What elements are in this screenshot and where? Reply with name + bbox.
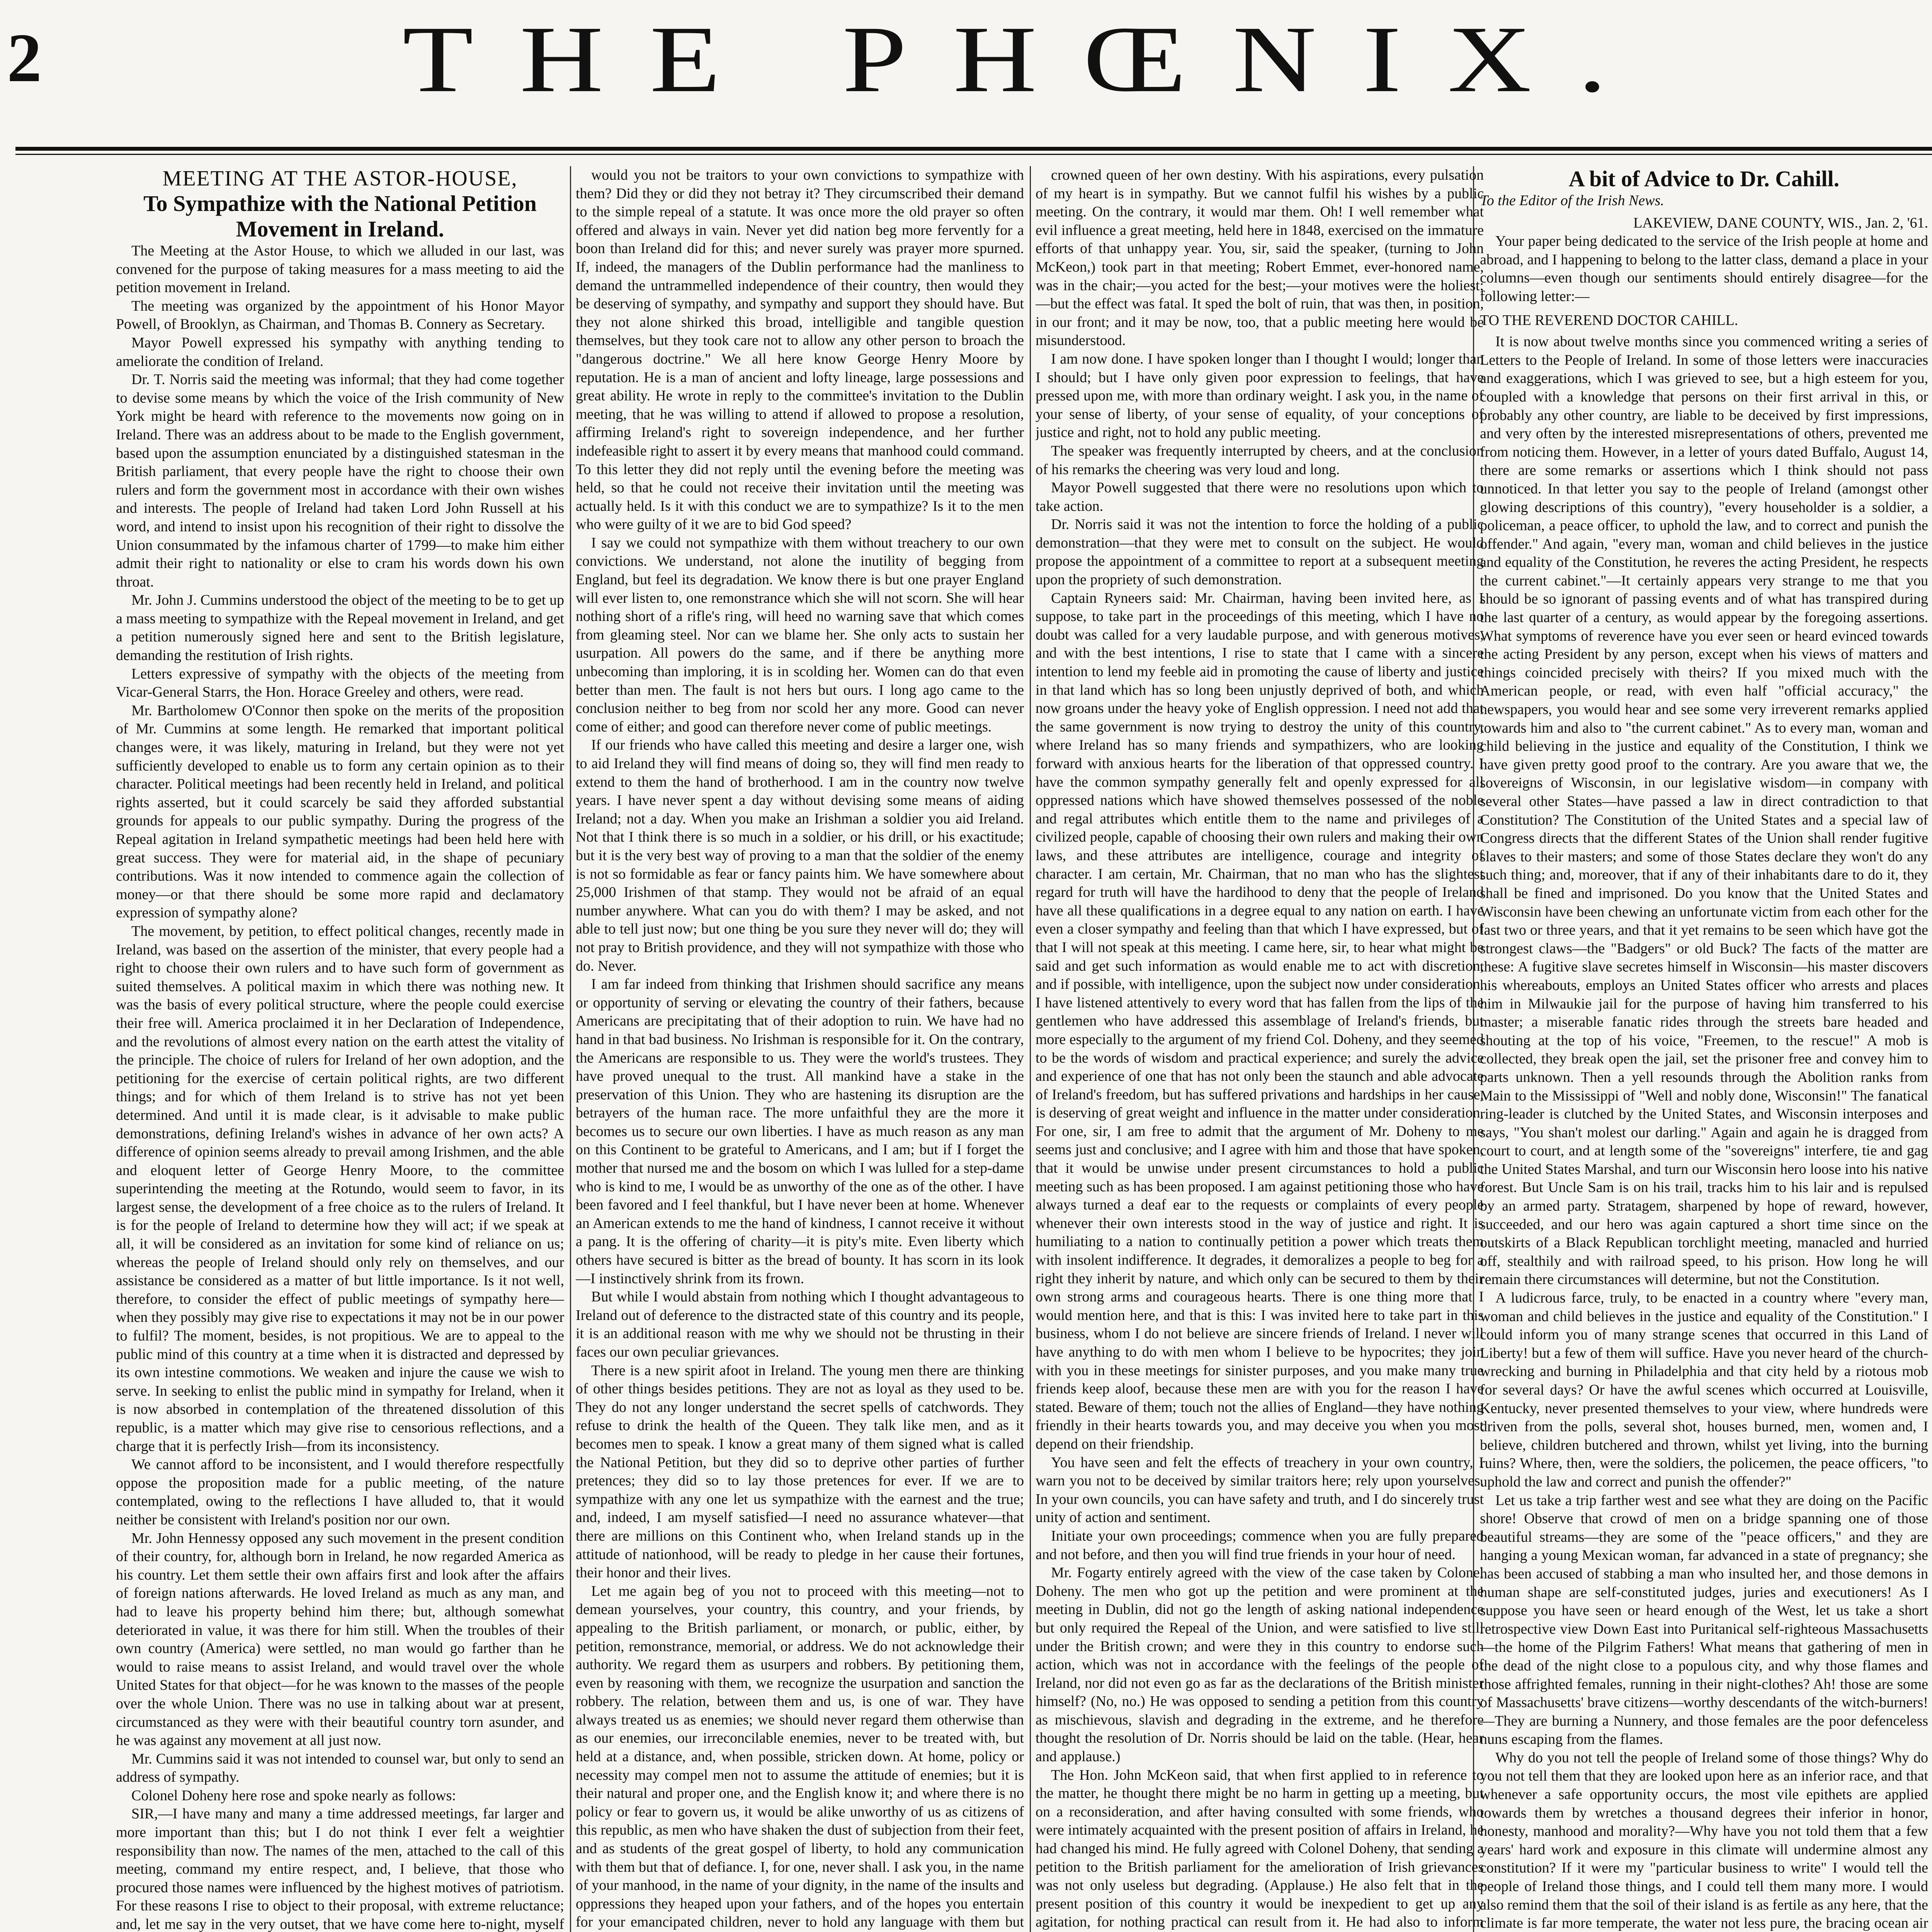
article-paragraph: The Hon. John McKeon said, that when first applied to in reference to the matter, he thought there might be no harm in getting up a meeting, but on a reconsideration, and after having consulted with some friends, who were intimately acquainted with the present position of affairs in Ireland, he had changed his mind. He fully agreed with Colonel Doheny, that sending a petition to the British parliament for the amelioration of Irish grievances was not only useless but degrading. (Applause.) He also felt that in the present position of this country it would be inexpedient to get up any agitation, for nothing practical can result from it. He had also to inform: [1036, 1767, 1484, 1930]
article-paragraph: Mr. Bartholomew O'Connor then spoke on the merits of the proposition of Mr. Cummins at some length. He remarked that important political changes were, it was likely, maturing in Ireland, but they were not yet sufficiently developed to enable us to form any certain opinion as to their character. Political meetings had been recently held in Ireland, and political rights asserted, but it could scarcely be said they afforded substantial grounds for appeals to our public sympathy. During the progress of the Repeal agitation in Ireland sympathetic meetings had been held here with great success. They were for material aid, in the shape of pecuniary contributions. Was it now intended to commence again the collection of money—or that there should be some more rapid and declamatory expression of sympathy alone?: [116, 702, 564, 921]
article-paragraph: You have seen and felt the effects of treachery in your own country, I warn you not to be deceived by similar traitors here; rely upon yourselves. In your own councils, you can have safety and truth, and I do sincerely trust unity of action and sentiment.: [1036, 1454, 1484, 1526]
article-paragraph: Dr. Norris said it was not the intention to force the holding of a public demonstration—that they were met to consult on the subject. He would propose the appointment of a committee to report at a subsequent meeting upon the propriety of such demonstration.: [1036, 516, 1484, 588]
column-2: [576, 166, 1024, 1932]
article-paragraph: Colonel Doheny here rose and spoke nearly as follows:: [131, 1787, 456, 1804]
article-paragraph: I say we could not sympathize with them without treachery to our own convictions. We understand, not alone the inutility of begging from England, but feel its degradation. We know there is but one prayer England will ever listen to, one remonstrance which she will not scorn. She will hear nothing short of a rifle's ring, will heed no warning save that which comes from gleaming steel. Nor can we blame her. She only acts to sustain her usurpation. All powers do the same, and if there be anything more unbecoming than imploring, it is in scolding her. Women can do that even better than men. The fault is not hers but ours. I long ago came to the conclusion neither to beg from nor scold her any more. Good can never come of either; and good can therefore never come of public meetings.: [576, 534, 1024, 735]
page-number: 2: [7, 19, 42, 96]
article-paragraph: I am far indeed from thinking that Irishmen should sacrifice any means or opportunity of serving or elevating the country of their fathers, because Americans are precipitating that of their adoption to ruin. We have had no hand in that bad business. No Irishman is responsible for it. On the contrary, the Americans are responsible to us. They were the world's trustees. They have proved unequal to the trust. All mankind have a stake in the preservation of this Union. They who are hastening its disruption are the betrayers of the human race. The more unfaithful they are the more it becomes us to secure our own liberties. I have as much reason as any man on this Continent to be grateful to Americans, and I am; but if I forget the mother that nursed me and the bosom on which I was lulled for a step-dame who is kind to me, I would be as unworthy of the one as of the other. I have been favored and I feel thankful, but I have never been at home. Whenever an American extends to me the hand of kindness, I cannot receive it without a pang. It is the offering of charity—it is pity's mite. Even liberty which others have secured is bitter as the bread of bounty. It has scorn in its look—I instinctively shrink from its frown.: [576, 976, 1024, 1287]
column-3: [1036, 166, 1484, 1932]
article-paragraph: Initiate your own proceedings; commence when you are fully prepared and not before, and then you will find true friends in your hour of need.: [1036, 1527, 1484, 1563]
article-paragraph: Mr. John Hennessy opposed any such movement in the present condition of their country, for, although born in Ireland, he now regarded America as his country. Let them settle their own affairs first and look after the affairs of foreign nations afterwards. He loved Ireland as much as any man, and had to leave his property behind him there; but, although somewhat deteriorated in value, it was there for him still. When the troubles of their own country (America) were settled, no man would go farther than he would to raise means to assist Ireland, and would travel over the whole United States for that object—for he was known to the masses of the people over the whole Union. There was no use in talking about war at present, circumstanced as they were with their beautiful country torn asunder, and he was against any movement at all just now.: [116, 1530, 564, 1749]
article-paragraph: Mayor Powell expressed his sympathy with anything tending to ameliorate the condition of Ireland.: [116, 334, 564, 369]
article-paragraph: A ludicrous farce, truly, to be enacted in a country where "every man, woman and child believes in the justice and equality of the Constitution." I could inform you of many strange scenes that occurred in this Land of Liberty! but a few of them will suffice. Have you never heard of the church-wrecking and burning in Philadelphia and that city held by a riotous mob for several days? Or have the awful scenes which occurred at Louisville, Kentucky, never presented themselves to your view, where hundreds were driven from the polls, several shot, houses burned, men, women and, I believe, children butchered and thrown, whilst yet living, into the burning ruins? Where, then, were the soldiers, the policemen, the peace officers, "to uphold the law and correct and punish the offender?": [1480, 1290, 1928, 1490]
meeting-headline: MEETING AT THE ASTOR-HOUSE,: [162, 167, 518, 190]
article-paragraph: Mr. John J. Cummins understood the object of the meeting to be to get up a mass meeting to sympathize with the Repeal movement in Ireland, and get a petition numerously signed here and sent to the British legislature, demanding the restitution of Irish rights.: [116, 592, 564, 664]
masthead-rule-thin: [15, 154, 1932, 155]
advice-salutation: TO THE REVEREND DOCTOR CAHILL.: [1480, 312, 1738, 328]
article-paragraph: The meeting was organized by the appointment of his Honor Mayor Powell, of Brooklyn, as Chairman, and Thomas B. Connery as Secretary.: [116, 298, 564, 333]
article-paragraph: We cannot afford to be inconsistent, and I would therefore respectfully oppose the proposition made for a public meeting, of the nature contemplated, owing to the reflections I have alluded to, that it would neither be consistent with Ireland's position nor our own.: [116, 1456, 564, 1528]
article-paragraph: Letters expressive of sympathy with the objects of the meeting from Vicar-General Starrs, the Hon. Horace Greeley and others, were read.: [116, 665, 564, 701]
article-paragraph: Mr. Fogarty entirely agreed with the view of the case taken by Colonel Doheny. The men who got up the petition and were prominent at the meeting in Dublin, did not go the length of asking national independence but only required the Repeal of the Union, and were satisfied to live still under the British crown; and were they in this country to endorse such action, which was not in accordance with the feelings of the people of Ireland, nor did not even go as far as the declarations of the British minister himself? (No, no.) He was opposed to sending a petition from this country as mischievous, slavish and degrading in the extreme, and he therefore thought the resolution of Dr. Norris should be laid on the table. (Hear, hear and applause.): [1036, 1565, 1484, 1765]
article-paragraph: Let me again beg of you not to proceed with this meeting—not to demean yourselves, your country, this country, and your friends, by appealing to the British parliament, or monarch, or public, either, by petition, remonstrance, memorial, or address. We do not acknowledge their authority. We regard them as usurpers and robbers. By petitioning them, even by reasoning with them, we recognize the usurpation and sanction the robbery. The relation, between them and us, is one of war. They have always treated us as enemies; we should never regard them otherwise than as our enemies, our irreconcilable enemies, never to be treated with, but held at a distance, and, when possible, stricken down. At home, policy or necessity may compel men not to assume the attitude of enemies; but it is their natural and proper one, and the English know it; and where there is no policy or fear to govern us, it would be alike unworthy of us as citizens of this republic, as men who have shaken the dust of subjection from their feet, and as students of the great gospel of liberty, to hold any communication with them but that of defiance. I, for one, never shall. I ask you, in the name of your manhood, in the name of your dignity, in the name of the insults and oppressions they heaped upon your fathers, and of the hopes you entertain for your emancipated children, never to hold any language with them but: [576, 1583, 1024, 1930]
article-paragraph: Mr. Cummins said it was not intended to counsel war, but only to send an address of sympathy.: [116, 1750, 564, 1786]
column-divider: [570, 166, 571, 1932]
article-paragraph: Why do you not tell the people of Ireland some of those things? Why do you not tell them that they are looked upon here as an inferior race, and that whenever a safe opportunity occurs, the most vile epithets are applied towards them by wretches a thousand degrees their inferior in honor, honesty, manhood and morality?—Why have you not told them that a few years' hard work and exposure in this climate will undermine almost any constitution? If it were my "particular business to write" I would tell the people of Ireland those things, and I could tell them many more. I would also remind them that the soil of their island is as fertile as any here, that the climate is far more temperate, the water not less pure, the bracing ocean air: [1480, 1749, 1928, 1932]
column-4: [1480, 166, 1928, 1932]
masthead-rule: [15, 147, 1932, 151]
advice-headline: A bit of Advice to Dr. Cahill.: [1568, 166, 1840, 191]
article-paragraph: It is now about twelve months since you commenced writing a series of Letters to the People of Ireland. In some of those letters were inaccuracies and exaggerations, which I was grieved to see, but a high esteem for you, coupled with a knowledge that persons on their first arrival in this, or probably any other country, are liable to be deceived by first impressions, and very often by the interested misrepresentations of others, prevented me from noticing them. However, in a letter of yours dated Buffalo, August 14, there are some remarks or assertions which I think should not pass unnoticed. In that letter you say to the people of Ireland (amongst other glowing descriptions of this country), "every householder is a soldier, a policeman, a peace officer, to uphold the law, and to correct and punish the offender." And again, "every man, woman and child believes in the justice and equality of the Constitution, he reveres the acting President, he respects the current cabinet."—It certainly appears very strange to me that you should be so ignorant of passing events and of what has transpired during the last quarter of a century, as would appear by the foregoing assertions. What symptoms of reverence have you ever seen or heard evinced towards the acting President by any person, except when his views of matters and things coincided precisely with theirs? If you mixed much with the American people, or read, with even half "official accuracy," the newspapers, you would hear and see some very irreverent remarks applied towards him and also to "the current cabinet." As to every man, woman and child believing in the justice and equality of the Constitution, I think we have given pretty good proof to the contrary. Are you aware that we, the sovereigns of Wisconsin, in our legislative wisdom—in company with several other States—have passed a law in direct contradiction to that Constitution? The Constitution of the United States and a special law of Congress directs that the different States of the Union shall render fugitive slaves to their masters; and some of those States declare they won't do any such thing; and, moreover, that if any of their inhabitants dare to do it, they shall be fined and imprisoned. Do you know that the United States and Wisconsin have been chewing an unfortunate victim from each other for the last two or three years, and that it yet remains to be seen which have got the strongest claws—the "Badgers" or old Buck? The facts of the matter are these: A fugitive slave secretes himself in Wisconsin—his master discovers his whereabouts, employs an United States officer who arrests and places him in Milwaukie jail for the purpose of having him transferred to his master; a miserable fanatic rides through the streets bare headed and shouting at the top of his voice, "Freemen, to the rescue!" A mob is collected, they break open the jail, set the prisoner free and convey him to parts unknown. Then a yell resounds through the Abolition ranks from Main to the Mississippi of "Well and nobly done, Wisconsin!" The fanatical ring-leader is clutched by the United States, and Wisconsin interposes and says, "You shan't molest our darling." Again and again he is dragged from court to court, and at length some of the "sovereigns" interfere, tie and gag the United States Marshal, and turn our Wisconsin hero loose into his native forest. But Uncle Sam is on his trail, tracks him to his lair and is repulsed by an armed party. Stratagem, sharpened by hope of reward, however, succeeded, and our hero was again captured a short time since on the outskirts of a Black Republican torchlight meeting, manacled and hurried off, stealthily and with railroad speed, to his prison. How long he will remain there circumstances will determine, but not the Constitution.: [1480, 333, 1928, 1288]
article-paragraph: There is a new spirit afoot in Ireland. The young men there are thinking of other things besides petitions. They are not as loyal as they used to be. They do not any longer understand the secret spells of catchwords. They refuse to drink the health of the Queen. They talk like men, and as it becomes men to speak. I know a great many of them signed what is called the National Petition, but they did so to deprive other parties of further pretences; they did so to lay those pretences for ever. If we are to sympathize with any one let us sympathize with the earnest and the true; and, indeed, I am myself satisfied—I need no assurance whatever—that there are millions on this Continent who, when Ireland stands up in the attitude of nationhood, will be ready to pledge in her cause their fortunes, their honor and their lives.: [576, 1362, 1024, 1581]
advice-to-line: To the Editor of the Irish News.: [1480, 192, 1664, 209]
masthead-title: THE PHŒNIX.: [402, 6, 1653, 112]
article-paragraph: The speaker was frequently interrupted by cheers, and at the conclusion of his remarks the cheering was very loud and long.: [1036, 442, 1484, 478]
column-divider: [1030, 166, 1031, 1932]
advice-intro: Your paper being dedicated to the service of the Irish people at home and abroad, and I happening to belong to the latter class, demand a place in your columns—even though our sentiments should entirely disagree—for the following letter:—: [1480, 233, 1928, 304]
article-paragraph: But while I would abstain from nothing which I thought advantageous to Ireland out of deference to the distracted state of this country and its people, it is an additional reason with me why we should not be thrusting in their faces our own peculiar grievances.: [576, 1289, 1024, 1360]
column-1: [116, 166, 564, 1932]
article-paragraph: I am now done. I have spoken longer than I thought I would; longer than I should; but I have only given poor expression to feelings, that have pressed upon me, with more than ordinary weight. I ask you, in the name of your sense of liberty, of your sense of equality, of your conceptions of justice and right, not to hold any public meeting.: [1036, 350, 1484, 441]
article-paragraph: crowned queen of her own destiny. With his aspirations, every pulsation of my heart is in sympathy. But we cannot fulfil his wishes by a public meeting. On the contrary, it would mar them. Oh! I well remember what evil influence a great meeting, held here in 1848, exercised on the immature efforts of that unhappy year. You, sir, said the speaker, (turning to John McKeon,) took part in that meeting; Robert Emmet, ever-honored name, was in the chair;—you acted for the best;—your motives were the holiest;—but the effect was fatal. It sped the bolt of ruin, that was then, in position, in our front; and it may be now, too, that a public meeting here would be misunderstood.: [1036, 167, 1484, 349]
article-paragraph: Dr. T. Norris said the meeting was informal; that they had come together to devise some means by which the voice of the Irish community of New York might be heard with reference to the movements now going on in Ireland. There was an address about to be made to the English government, based upon the assumption enunciated by a distinguished statesman in the British parliament, that every people have the right to choose their own rulers and form the government most in accordance with their own wishes and interests. The people of Ireland had taken Lord John Russell at his word, and intend to insist upon his recognition of their right to dissolve the Union consummated by the infamous charter of 1799—to make him either admit their right to nationality or else to cram his words down his own throat.: [116, 371, 564, 590]
advice-dateline: LAKEVIEW, DANE COUNTY, WIS., Jan. 2, '61.: [1633, 214, 1928, 231]
article-paragraph: The movement, by petition, to effect political changes, recently made in Ireland, was based on the assertion of the minister, that every people had a right to choose their own rulers and to have such form of government as suited themselves. A political maxim in which there was nothing new. It was the basis of every political structure, where the people could exercise their free will. America proclaimed it in her Declaration of Independence, and the revolutions of almost every nation on the earth attest the vitality of the principle. The choice of rulers for Ireland of her own adoption, and the petitioning for the exercise of certain political rights, are two different things; and for which of them Ireland is to strive has not yet been determined. And until it is made clear, is it advisable to make public demonstrations, defining Ireland's wishes in advance of her own acts? A difference of opinion seems already to prevail among Irishmen, and the able and eloquent letter of George Henry Moore, to the committee superintending the meeting at the Rotundo, would seem to favor, in its largest sense, the development of a free choice as to the rulers of Ireland. It is for the people of Ireland to determine how they will act; if we speak at all, it will be considered as an invitation for some kind of reliance on us; whereas the people of Ireland should only rely on themselves, and our assistance be considered as a matter of but little importance. Is it not well, therefore, to consider the effect of public meetings of sympathy here—when they possibly may give rise to expectations it may not be in our power to fulfil? The moment, besides, is not propitious. We are to appeal to the public mind of this country at a time when it is distracted and depressed by its own intestine commotions. We weaken and injure the cause we wish to serve. In seeking to enlist the public mind in sympathy for Ireland, when it is now absorbed in contemplation of the threatened dissolution of this republic, is a matter which may give rise to censorious reflections, and a charge that it is perfectly Irish—from its inconsistency.: [116, 923, 564, 1454]
article-paragraph: Captain Ryneers said: Mr. Chairman, having been invited here, as I suppose, to take part in the proceedings of this meeting, which I have no doubt was called for a very laudable purpose, and with generous motives, and with the best intentions, I rise to state that I came with a sincere intention to lend my feeble aid in promoting the cause of liberty and justice in that land which has so long been unjustly deprived of both, and which now groans under the heavy yoke of English oppression. I need not add that the same government is now trying to destroy the unity of this country, where Ireland has so many friends and sympathizers, who are looking forward with anxious hearts for the liberation of that oppressed country. I have the common sympathy generally felt and openly expressed for all oppressed nations which have showed themselves possessed of the noble and regal attributes which entitle them to the name and privileges of a civilized people, capable of choosing their own rulers and making their own laws, and these attributes are intelligence, courage and integrity of character. I am certain, Mr. Chairman, that no man who has the slightest regard for truth will have the hardihood to deny that the people of Ireland have all these qualifications in a degree equal to any nation on earth. I have even a closer sympathy and feeling than that which I have expressed, but of that I will not speak at this meeting. I came here, sir, to hear what might be said and get such information as would enable me to act with discretion, and if possible, with intelligence, upon the subject now under consideration. I have listened attentively to every word that has fallen from the lips of the gentlemen who have addressed this assemblage of Ireland's friends, but more especially to the argument of my friend Col. Doheny, and they seemed to be the words of wisdom and practical experience; and surely the advice and experience of one that has not only been the staunch and able advocate of Ireland's freedom, but has suffered privations and hardships in her cause, is deserving of great weight and influence in the matter under consideration. For one, sir, I am free to admit that the argument of Mr. Doheny to me seems just and conclusive; and I agree with him and those that have spoken, that it would be unwise under present circumstances to hold a public meeting such as has been proposed. I am against petitioning those who have always turned a deaf ear to the requests or complaints of every people whenever their own interests stood in the way of justice and right. It is humiliating to a nation to continually petition a power which treats them with insolent indifference. It degrades, it demoralizes a people to beg for a right they inherit by nature, and which only can be secured to them by their own strong arms and courageous hearts. There is one thing more that I would mention here, and that is this: I was invited here to take part in this business, whom I do not believe are sincere friends of Ireland. I never will have anything to do with men whom I believe to be hypocrites; they join with you in these meetings for sinister purposes, and you make many true friends keep aloof, because these men are with you for the reason I have stated. Beware of them; touch not the allies of England—they have nothing friendly in their hearts towards you, and may deceive you when you most depend on their friendship.: [1036, 590, 1484, 1452]
article-paragraph: The Meeting at the Astor House, to which we alluded in our last, was convened for the purpose of taking measures for a mass meeting to aid the petition movement in Ireland.: [116, 243, 564, 296]
article-paragraph: If our friends who have called this meeting and desire a larger one, wish to aid Ireland they will find means of doing so, they will find men ready to extend to them the hand of brotherhood. I am in the country now twelve years. I have never spent a day without devising some means of aiding Ireland; not a day. When you make an Irishman a soldier you aid Ireland. Not that I think there is so much in a soldier, or his drill, or his exactitude; but it is the very best way of proving to a man that the soldier of the enemy is not so formidable as fear or fancy paints him. We have somewhere about 25,000 Irishmen of that stamp. They would not be afraid of an equal number anywhere. What can you do with them? I may be asked, and not able to tell just now; but one thing be you sure they never will do; they will not pray to British providence, and they will not sympathize with those who do. Never.: [576, 737, 1024, 974]
meeting-subhead: To Sympathize with the National Petition Movement in Ireland.: [143, 191, 537, 242]
article-paragraph: SIR,—I have many and many a time addressed meetings, far larger and more important than this; but I do not think I ever felt a weightier responsibility than now. The names of the men, attached to the call of this meeting, command my entire respect, and, I believe, that those who procured those names were influenced by the highest motives of patriotism. For these reasons I rise to object to their proposal, with extreme reluctance; and, let me say in the very outset, that we have come here to-night, myself: [116, 1806, 564, 1932]
article-paragraph: Mayor Powell suggested that there were no resolutions upon which to take action.: [1036, 480, 1484, 514]
article-paragraph: Let us take a trip farther west and see what they are doing on the Pacific shore! Observe that crowd of men on a bridge spanning one of those beautiful streams—they are some of the "peace officers," and they are hanging a young Mexican woman, far advanced in a state of pregnancy; she has been accused of stabbing a man who insulted her, and those demons in human shape are self-constituted judges, juries and executioners! As I suppose you have seen or heard enough of the West, let us take a short retrospective view Down East into Puritanical self-righteous Massachusetts—the home of the Pilgrim Fathers! What means that gathering of men in the dead of the night close to a populous city, and why those flames and those affrighted females, running in their night-clothes? Ah! those are some of Massachusetts' brave citizens—worthy descendants of the witch-burners!—They are burning a Nunnery, and those females are the poor defenceless nuns escaping from the flames.: [1480, 1492, 1928, 1748]
article-paragraph: would you not be traitors to your own convictions to sympathize with them? Did they or did they not betray it? They circumscribed their demand to the simple repeal of a statute. It was once more the old prayer so often offered and always in vain. Never yet did nation beg more fervently for a boon than Ireland did for this; and never surely was prayer more spurned. If, indeed, the managers of the Dublin performance had the manliness to demand the untrammelled independence of their country, then would they be deserving of sympathy, and sympathy and support they should have. But they not alone shirked this broad, intelligible and tangible question themselves, but they took care not to allow any other person to broach the "dangerous doctrine." We all here know George Henry Moore by reputation. He is a man of ancient and lofty lineage, large possessions and great ability. He wrote in reply to the committee's invitation to the Dublin meeting, that he was willing to attend if allowed to propose a resolution, affirming Ireland's right to sovereign independence, and her further indefeasible right to assert it by every means that manhood could command. To this letter they did not reply until the evening before the meeting was held, so that he could not receive their invitation until the meeting was actually held. Is it with this conduct we are to sympathize? Is it to the men who were guilty of it we are to bid God speed?: [576, 167, 1024, 533]
